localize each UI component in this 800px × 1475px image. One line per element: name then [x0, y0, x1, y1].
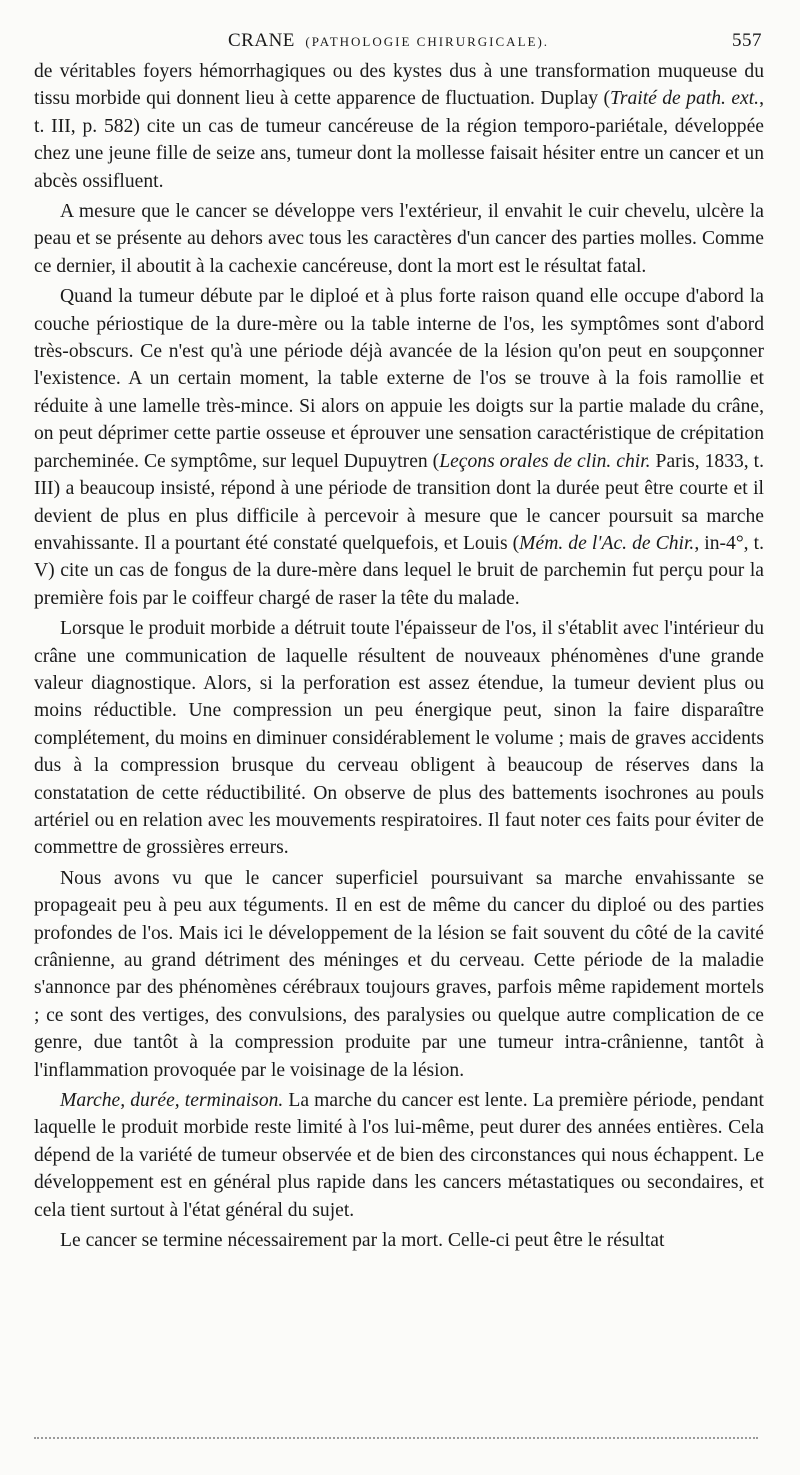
bottom-scan-artifact — [34, 1437, 758, 1439]
text-run: de véritables foyers hémorrhagiques ou des kystes dus à une transformation muqueuse du tissu morbide qui donnent lieu à cette apparence de fluctuation. Duplay ( — [34, 61, 764, 110]
text-run: Paris, 1833, t. III) a beaucoup insisté, répond à une période de transition dont la durée peut être courte et il devient de plus en plus difficile à percevoir à mesure que le cancer poursuit sa marche envahissante. Il a pourtant été constaté quelquefois, et Louis ( — [34, 450, 764, 554]
text-run: , in-4°, t. V) cite un cas de fongus de la dure-mère dans lequel le bruit de parchemin fut perçu pour la première fois par le coiffeur chargé de raser la tête du malade. — [34, 532, 764, 609]
text-run: Le cancer se termine nécessairement par la mort. Celle-ci peut être le résultat — [60, 1230, 665, 1252]
paragraph — [34, 58, 764, 195]
text-run: A mesure que le cancer se développe vers l'extérieur, il envahit le cuir chevelu, ulcère la peau et se présente au dehors avec tous les caractères d'un cancer des parties molles. Comme ce dernier, il aboutit à la cachexie cancéreuse, dont la mort est le résultat fatal. — [34, 201, 764, 277]
paragraph — [34, 1227, 764, 1254]
text-run: , t. III, p. 582) cite un cas de tumeur cancéreuse de la région temporo-pariétale, développée chez une jeune fille de seize ans, tumeur dont la mollesse faisait hésiter entre un cancer et un abcès ossifluent. — [34, 88, 764, 192]
running-title-main: CRANE — [228, 30, 295, 51]
text-run: Lorsque le produit morbide a détruit toute l'épaisseur de l'os, il s'établit avec l'intérieur du crâne une communication de laquelle résultent de nouveaux phénomènes d'une grande valeur diagnostique. Alors, si la perforation est assez étendue, la tumeur devient plus ou moins réductible. Une compression un peu énergique peut, sinon la faire disparaître complétement, du moins en diminuer considérablement le volume ; mais de graves accidents dus à la compression brusque du cerveau obligent à beaucoup de réserves dans la constatation de cette réductibilité. On observe de plus des battements isochrones au pouls artériel ou en relation avec les mouvements respiratoires. Il faut noter ces faits pour éviter de commettre de grossières erreurs. — [34, 618, 764, 859]
running-title — [228, 30, 549, 52]
italic-citation: Traité de path. ext. — [610, 88, 760, 110]
text-run: Nous avons vu que le cancer superficiel poursuivant sa marche envahissante se propageait peu à peu aux téguments. Il en est de même du cancer du diploé ou des parties profondes de l'os. Mais ici le développement de la lésion se fait souvent du côté de la cavité crânienne, au grand détriment des méninges et du cerveau. Cette période de la maladie s'annonce par des phénomènes cérébraux toujours graves, parfois même rapidement mortels ; ce sont des vertiges, des convulsions, des paralysies ou quelque autre complication de ce genre, due tantôt à la compression produite par une tumeur intra-crânienne, tantôt à l'inflammation provoquée par le voisinage de la lésion. — [34, 867, 764, 1081]
paragraph — [34, 1087, 764, 1224]
running-title-sub: (PATHOLOGIE CHIRURGICALE). — [305, 34, 550, 49]
italic-citation: Marche, durée, terminaison. — [60, 1090, 284, 1112]
paragraph — [34, 615, 764, 862]
italic-citation: Leçons orales de clin. chir. — [439, 450, 651, 472]
paragraph — [34, 865, 764, 1084]
paragraph — [34, 283, 764, 612]
text-run: Quand la tumeur débute par le diploé et à plus forte raison quand elle occupe d'abord la couche périostique de la dure-mère ou la table interne de l'os, les symptômes sont d'abord très-obscurs. Ce n'est qu'à une période déjà avancée de la lésion qu'on peut en soupçonner l'existence. A un certain moment, la table externe de l'os se trouve à la fois ramollie et réduite à une lamelle très-mince. Si alors on appuie les doigts sur la partie malade du crâne, on peut déprimer cette partie osseuse et éprouver une sensation caractéristique de crépitation parcheminée. Ce symptôme, sur lequel Dupuytren ( — [34, 286, 764, 472]
page-number: 557 — [732, 30, 762, 51]
running-header — [30, 30, 762, 54]
text-run: La marche du cancer est lente. La première période, pendant laquelle le produit morbide reste limité à l'os lui-même, peut durer des années entières. Cela dépend de la variété de tumeur observée et de bien des circonstances qui nous échappent. Le développement est en général plus rapide dans les cancers métastatiques ou secondaires, et cela tient surtout à l'état général du sujet. — [34, 1090, 764, 1221]
body-text — [34, 58, 764, 1254]
paragraph — [34, 198, 764, 280]
italic-citation: Mém. de l'Ac. de Chir. — [519, 532, 695, 554]
